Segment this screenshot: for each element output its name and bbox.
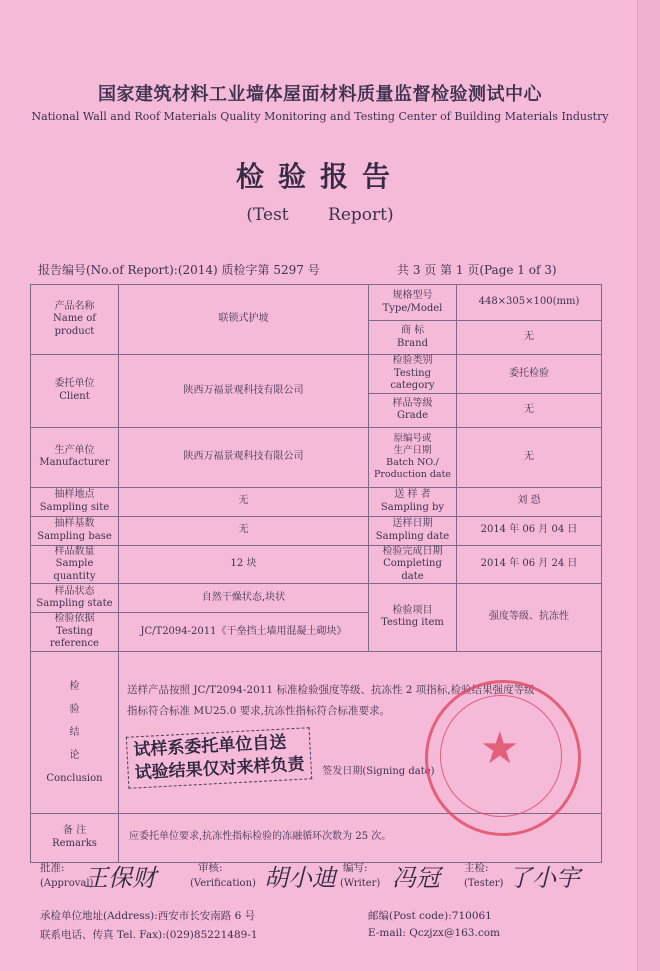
remarks-value: 应委托单位要求,抗冻性指标检验的冻融循环次数为 25 次。 (119, 813, 602, 862)
batch-value: 无 (457, 427, 602, 487)
sample-quantity-value: 12 块 (119, 545, 369, 584)
testing-item-value: 强度等级、抗冻性 (457, 584, 602, 652)
remarks-label: 备 注 Remarks (31, 813, 119, 862)
sampling-by-value: 刘 恐 (457, 487, 602, 516)
sampling-date-label: 送样日期 Sampling date (369, 516, 457, 545)
grade-value: 无 (457, 393, 602, 427)
completing-date-label: 检验完成日期 Completing date (369, 545, 457, 584)
model-value: 448×305×100(mm) (457, 285, 602, 321)
footer-postcode: 邮编(Post code):710061 (368, 910, 492, 922)
verification-signature: 胡小迪 (264, 864, 336, 892)
client-label: 委托单位 Client (31, 355, 119, 428)
client-value: 陕西万福景观科技有限公司 (119, 355, 369, 428)
batch-label: 原编号或 生产日期 Batch NO./ Production date (369, 427, 457, 487)
product-name-value: 联锁式护坡 (119, 285, 369, 355)
testing-reference-value: JC/T2094-2011《干垒挡土墙用混凝土砌块》 (119, 613, 369, 652)
sampling-site-value: 无 (119, 487, 369, 516)
manufacturer-label: 生产单位 Manufacturer (31, 427, 119, 487)
red-seal (425, 680, 581, 836)
writer-label: 编写: (343, 862, 368, 874)
sampling-base-value: 无 (119, 516, 369, 545)
rubber-stamp (126, 727, 312, 788)
seal-star-icon: ★ (480, 723, 520, 774)
signing-date-label: 签发日期(Signing date) (322, 766, 435, 777)
verification-label: 审核: (198, 862, 223, 874)
testing-reference-label: 检验依据 Testing reference (31, 613, 119, 652)
sample-quantity-label: 样品数量 Sample quantity (31, 545, 119, 584)
signature-row (40, 858, 600, 894)
footer-address: 承检单位地址(Address):西安市长安南路 6 号 (40, 910, 256, 922)
page-edge (637, 0, 660, 971)
tester-label: 主检: (464, 862, 489, 874)
sampling-by-label: 送 样 者 Sampling by (369, 487, 457, 516)
brand-label: 商 标 Brand (369, 321, 457, 355)
testing-item-label: 检验项目 Testing item (369, 584, 457, 652)
grade-label: 样品等级 Grade (369, 393, 457, 427)
sampling-state-label: 样品状态 Sampling state (31, 584, 119, 613)
report-title-cn: 检验报告 (235, 160, 404, 193)
product-name-label: 产品名称 Name of product (31, 285, 119, 355)
approval-label-en: (Approval) (40, 878, 94, 889)
manufacturer-value: 陕西万福景观科技有限公司 (119, 427, 369, 487)
approval-label: 批准: (40, 862, 65, 874)
page-count: 共 3 页 第 1 页(Page 1 of 3) (397, 263, 557, 277)
tester-label-en: (Tester) (464, 878, 504, 889)
verification-label-en: (Verification) (190, 878, 256, 889)
sampling-base-label: 抽样基数 Sampling base (31, 516, 119, 545)
test-category-label: 检验类别 Testing category (369, 355, 457, 394)
report-number: 报告编号(No.of Report):(2014) 质检字第 5297 号 (38, 263, 320, 277)
model-label: 规格型号 Type/Model (369, 285, 457, 321)
conclusion-label: 检 验 结 论 Conclusion (31, 651, 119, 813)
writer-signature: 冯冠 (392, 864, 440, 892)
footer-email: E-mail: Qczjzx@163.com (368, 927, 500, 939)
org-name-en: National Wall and Roof Materials Quality Monitoring and Testing Center of Building Materials Industry (31, 110, 609, 123)
test-category-value: 委托检验 (457, 355, 602, 394)
writer-label-en: (Writer) (340, 878, 381, 889)
stamp-line-2: 试验结果仅对来样负责 (134, 754, 305, 784)
conclusion-text-line1: 送样产品按照 JC/T2094-2011 标准检验强度等级、抗冻性 2 项指标,检验结果强度等级 (127, 684, 535, 697)
org-name-cn: 国家建筑材料工业墙体屋面材料质量监督检验测试中心 (98, 84, 542, 105)
tester-signature: 了小宇 (508, 864, 580, 892)
footer-phone: 联系电话、传真 Tel. Fax):(029)85221489-1 (40, 929, 258, 941)
report-title-en: (Test Report) (246, 205, 394, 225)
brand-value: 无 (457, 321, 602, 355)
completing-date-value: 2014 年 06 月 24 日 (457, 545, 602, 584)
conclusion-text-line2: 指标符合标准 MU25.0 要求,抗冻性指标符合标准要求。 (127, 705, 390, 718)
stamp-line-1: 试样系委托单位自送 (132, 732, 287, 761)
sampling-date-value: 2014 年 06 月 04 日 (457, 516, 602, 545)
sampling-state-value: 自然干燥状态,块状 (119, 584, 369, 613)
sampling-site-label: 抽样地点 Sampling site (31, 487, 119, 516)
approval-signature: 王保财 (84, 864, 156, 892)
